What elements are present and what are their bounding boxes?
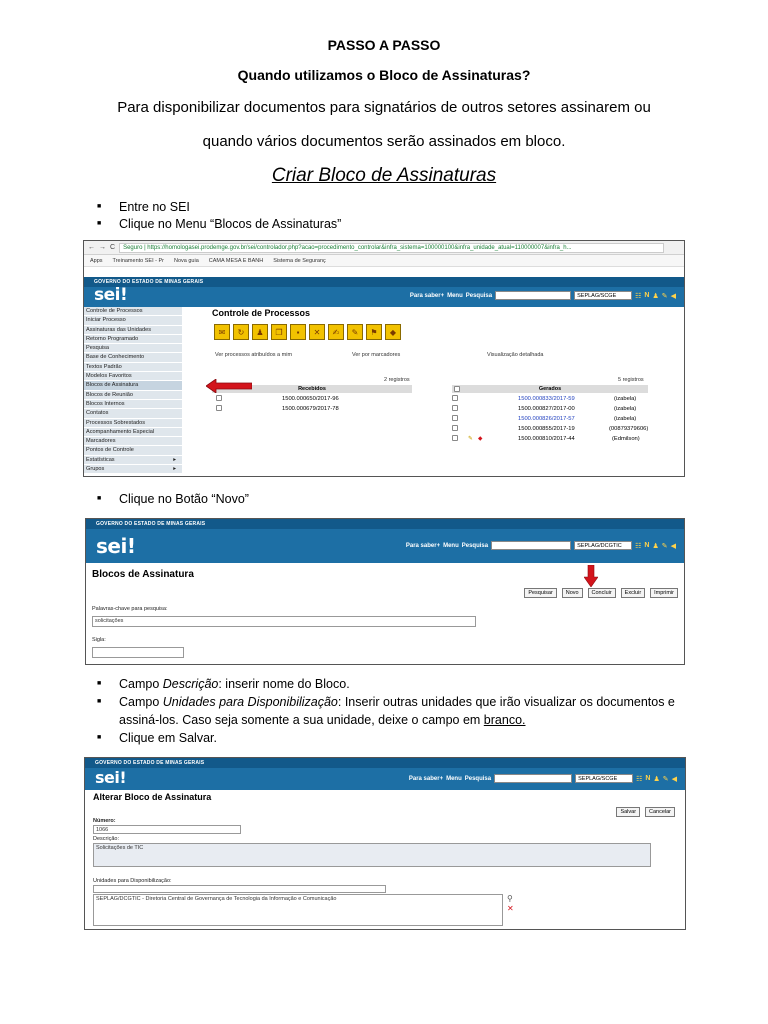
bookmark-item[interactable]: Sistema de Seguranç [273, 257, 326, 264]
exit-icon[interactable]: ◀ [670, 292, 676, 300]
salvar-button[interactable]: Salvar [616, 807, 640, 817]
recebidos-count: 2 registros [384, 377, 410, 383]
sei-header [84, 277, 684, 307]
search-unit-icon[interactable]: ⚲ [507, 894, 513, 903]
pesquisar-button[interactable]: Pesquisar [524, 588, 556, 598]
search-input[interactable] [495, 291, 571, 300]
screenshot-alterar-bloco [84, 757, 686, 930]
menu-link[interactable]: Menu [446, 775, 462, 782]
bookmark-item[interactable]: Nova guia [174, 257, 199, 264]
sidebar-item[interactable]: Controle de Processos [84, 307, 182, 316]
excluir-button[interactable]: Excluir [621, 588, 646, 598]
answer-line-1: Para disponibilizar documentos para signatários de outros setores assinarem ou [117, 99, 651, 116]
menu-link[interactable]: Menu [447, 292, 463, 299]
select-all-checkbox[interactable] [454, 386, 460, 393]
user-icon[interactable]: ♟ [652, 292, 659, 300]
link-atribuidos[interactable]: Ver processos atribuídos a mim [215, 352, 293, 358]
para-saber-link[interactable]: Para saber+ [408, 775, 444, 782]
sidebar-item[interactable]: Pontos de Controle [84, 446, 182, 455]
toolbar-icons [635, 292, 676, 300]
remove-unit-icon[interactable]: ✕ [507, 904, 514, 913]
unidades-input[interactable] [93, 885, 386, 893]
search-input[interactable] [491, 541, 571, 550]
sidebar-item[interactable]: Pesquisa [84, 344, 182, 353]
tools-icon[interactable]: ✎ [661, 292, 668, 300]
row-checkbox[interactable] [452, 415, 458, 421]
search-input[interactable] [494, 774, 572, 783]
list-icon[interactable]: ☷ [636, 775, 643, 783]
bookmark-item[interactable]: Apps [90, 257, 103, 264]
pesquisa-label: Pesquisa [465, 292, 493, 299]
toolbar-icons [636, 775, 677, 783]
sidebar-item[interactable]: Retorno Programado [84, 335, 182, 344]
duplicate-icon[interactable]: ❐ [271, 324, 287, 340]
submenu-arrow-icon: ▸ [173, 466, 176, 473]
bookmark-item[interactable]: Treinamento SEI - Pr [112, 257, 164, 264]
unit-select[interactable]: SEPLAG/SCGE [575, 774, 633, 783]
screenshot-controle-processos [83, 240, 685, 477]
action-buttons [613, 807, 675, 817]
unit-select[interactable]: SEPLAG/SCGE [574, 291, 632, 300]
table-row[interactable]: 1500.000827/2017-00 (izabela) [452, 405, 458, 414]
reload-icon[interactable]: C [110, 244, 116, 251]
table-row[interactable]: 1500.000826/2017-57 (izabela) [452, 415, 458, 424]
back-icon[interactable]: ← [88, 244, 95, 251]
close-process-icon[interactable]: ✕ [309, 324, 325, 340]
delete-icon[interactable]: ▪ [290, 324, 306, 340]
tools-icon[interactable]: ✎ [662, 775, 669, 783]
sidebar-item[interactable]: Blocos Internos [84, 400, 182, 409]
novo-button[interactable]: Novo [562, 588, 583, 598]
red-arrow-left-icon [206, 379, 252, 393]
sidebar-item[interactable]: Modelos Favoritos [84, 372, 182, 381]
alterar-title: Alterar Bloco de Assinatura [93, 792, 212, 802]
notes-icon[interactable]: N [644, 291, 650, 299]
imprimir-button[interactable]: Imprimir [650, 588, 678, 598]
sidebar-item[interactable]: Textos Padrão [84, 363, 182, 372]
notes-icon[interactable]: N [644, 541, 650, 549]
sign-icon[interactable]: ✍ [328, 324, 344, 340]
action-buttons [521, 588, 678, 598]
sei-logo: sei! [94, 285, 128, 305]
top-nav [406, 541, 676, 550]
section-title: Criar Bloco de Assinaturas [271, 165, 497, 186]
red-arrow-down-icon [584, 565, 598, 587]
flag-icon[interactable]: ⚑ [366, 324, 382, 340]
assign-icon[interactable]: ♟ [252, 324, 268, 340]
row-checkbox[interactable] [216, 395, 222, 401]
bookmarks-bar [84, 255, 684, 267]
row-checkbox[interactable] [216, 405, 222, 411]
gov-label: GOVERNO DO ESTADO DE MINAS GERAIS [86, 519, 684, 529]
user-icon[interactable]: ♟ [653, 775, 660, 783]
menu-link[interactable]: Menu [443, 542, 459, 549]
sidebar-item[interactable]: Base de Conhecimento [84, 353, 182, 362]
para-saber-link[interactable]: Para saber+ [405, 542, 441, 549]
keyword-label: Palavras-chave para pesquisa: [92, 606, 168, 612]
address-bar[interactable]: Seguro | https://homologasei.prodemge.gov.br/sei/controlador.php?acao=procedimento_controlar&infra_sistema=100000100&infra_unidade_atual=110000007&infra_h... [119, 243, 664, 253]
tag-icon[interactable]: ◆ [385, 324, 401, 340]
row-checkbox[interactable] [452, 395, 458, 401]
row-checkbox[interactable] [452, 425, 458, 431]
browser-toolbar [84, 241, 684, 255]
unidades-list[interactable]: SEPLAG/DCGTIC - Diretoria Central de Governança de Tecnologia da Informação e Comunicação [93, 894, 503, 926]
toolbar-icons [635, 542, 676, 550]
keyword-input[interactable]: solicitações [92, 616, 476, 627]
table-row[interactable]: 1500.000855/2017-19 (00879379606) [452, 425, 458, 434]
table-row[interactable]: ✎ ◆ 1500.000810/2017-44 (Edmilson) [452, 435, 458, 444]
bookmark-item[interactable]: CAMA MESA E BANH [208, 257, 264, 264]
pen-icon: ✎ [468, 436, 473, 442]
sidebar-item[interactable]: Blocos de Reunião [84, 391, 182, 400]
sidebar-item-estatisticas[interactable]: Estatísticas ▸ [84, 456, 182, 465]
sigla-input[interactable] [92, 647, 184, 658]
table-row[interactable]: 1500.000650/2017-96 [216, 395, 339, 404]
sei-header [86, 519, 684, 563]
recebidos-header: Recebidos [212, 385, 412, 393]
tag-red-icon: ◆ [478, 436, 483, 442]
unit-select[interactable]: SEPLAG/DCGTIC [574, 541, 632, 550]
descricao-textarea[interactable]: Solicitações de TIC [93, 843, 651, 867]
user-icon[interactable]: ♟ [652, 542, 659, 550]
table-row[interactable]: 1500.000679/2017-78 [216, 405, 339, 414]
pesquisa-label: Pesquisa [464, 775, 492, 782]
sidebar-item-blocos-assinatura[interactable]: Blocos de Assinatura [84, 381, 182, 390]
sidebar-item[interactable]: Assinaturas das Unidades [84, 326, 182, 335]
page-title: PASSO A PASSO [327, 37, 441, 53]
concluir-button[interactable]: Concluir [588, 588, 616, 598]
sei-logo: sei! [95, 768, 127, 787]
sei-logo: sei! [96, 534, 136, 558]
note-icon[interactable]: ✎ [347, 324, 363, 340]
para-saber-link[interactable]: Para saber+ [409, 292, 445, 299]
tools-icon[interactable]: ✎ [661, 542, 668, 550]
controle-title: Controle de Processos [212, 308, 311, 318]
sidebar-item[interactable]: Contatos [84, 409, 182, 418]
link-detalhada[interactable]: Visualização detalhada [487, 352, 544, 358]
sidebar-item[interactable]: Acompanhamento Especial [84, 428, 182, 437]
cancelar-button[interactable]: Cancelar [645, 807, 675, 817]
sidebar-item[interactable]: Iniciar Processo [84, 316, 182, 325]
exit-icon[interactable]: ◀ [670, 542, 676, 550]
unidades-label: Unidades para Disponibilização: [93, 878, 172, 884]
sidebar-menu [84, 307, 182, 474]
forward-icon[interactable]: → [99, 244, 106, 251]
pesquisa-label: Pesquisa [461, 542, 489, 549]
gov-label: GOVERNO DO ESTADO DE MINAS GERAIS [85, 758, 685, 768]
exit-icon[interactable]: ◀ [671, 775, 677, 783]
top-nav [409, 774, 677, 783]
blocos-title: Blocos de Assinatura [92, 569, 194, 580]
sigla-label: Sigla: [92, 637, 106, 643]
sidebar-item[interactable]: Marcadores [84, 437, 182, 446]
notes-icon[interactable]: N [645, 774, 651, 782]
row-checkbox[interactable] [452, 435, 458, 441]
screenshot-blocos-assinatura [85, 518, 685, 665]
numero-input[interactable]: 1066 [93, 825, 241, 834]
answer-line-2: quando vários documentos serão assinados em bloco. [202, 133, 566, 150]
sidebar-item-grupos[interactable]: Grupos ▸ [84, 465, 182, 474]
gov-label: GOVERNO DO ESTADO DE MINAS GERAIS [84, 277, 684, 287]
link-marcadores[interactable]: Ver por marcadores [352, 352, 401, 358]
send-process-icon[interactable]: ✉ [214, 324, 230, 340]
row-checkbox[interactable] [452, 405, 458, 411]
sei-header [85, 758, 685, 790]
descricao-label: Descrição: [93, 836, 119, 842]
list-icon[interactable]: ☷ [635, 292, 642, 300]
sidebar-item[interactable]: Processos Sobrestados [84, 419, 182, 428]
top-nav [410, 291, 676, 300]
table-row[interactable]: 1500.000833/2017-59 (izabela) [452, 395, 458, 404]
process-toolbar [214, 324, 401, 340]
gerados-count: 5 registros [618, 377, 644, 383]
submenu-arrow-icon: ▸ [173, 456, 176, 463]
gerados-header: Gerados [452, 385, 648, 393]
numero-label: Número: [93, 818, 116, 824]
question-heading: Quando utilizamos o Bloco de Assinaturas? [237, 67, 531, 83]
update-icon[interactable]: ↻ [233, 324, 249, 340]
list-icon[interactable]: ☷ [635, 542, 642, 550]
